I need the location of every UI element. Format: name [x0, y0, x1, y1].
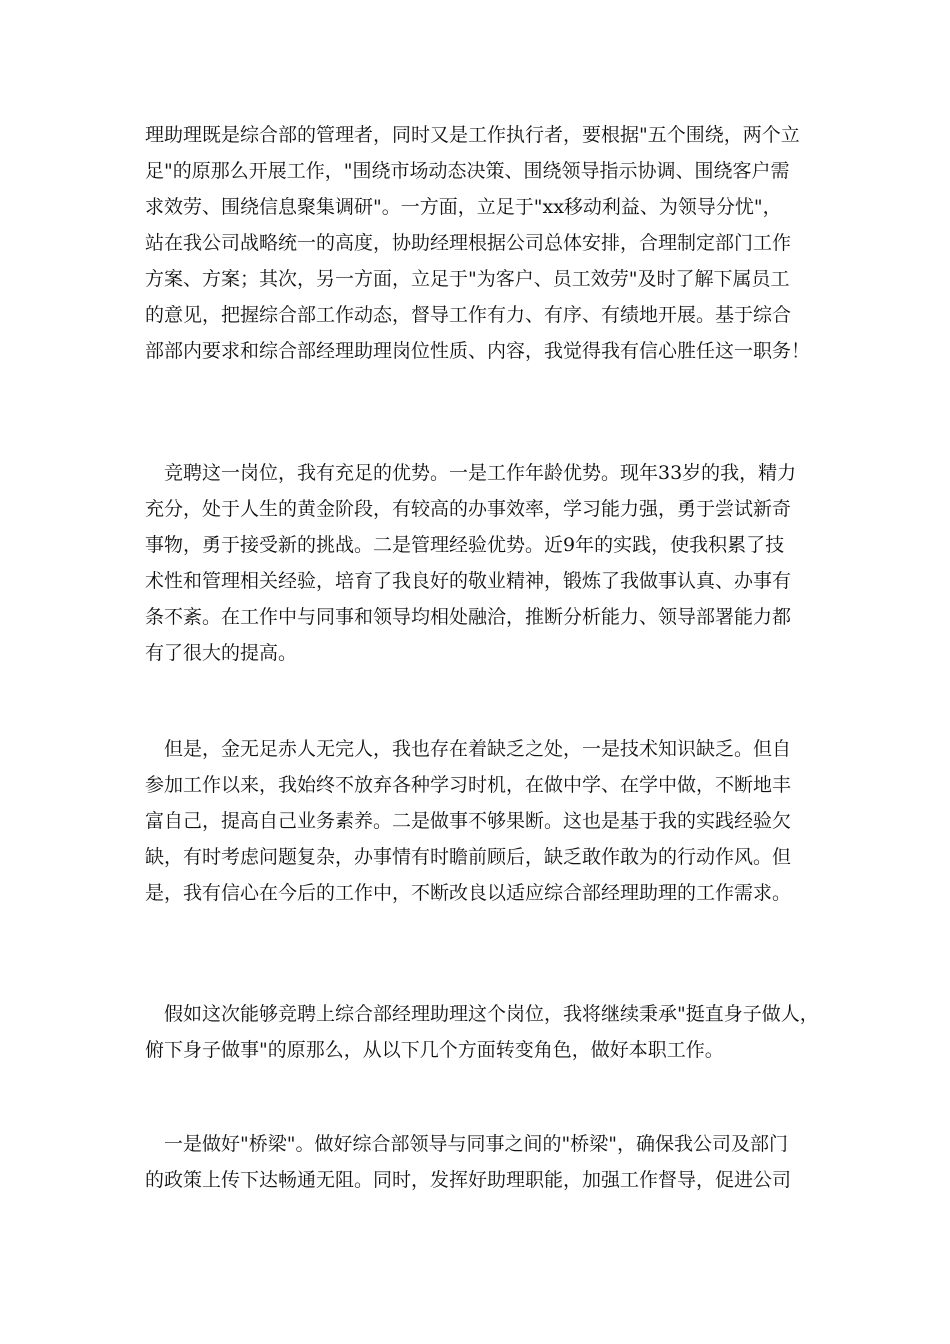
text-line: 事物，勇于接受新的挑战。二是管理经验优势。近9年的实践，使我积累了技 [145, 534, 785, 556]
text-line: 俯下身子做事"的原那么，从以下几个方面转变角色，做好本职工作。 [145, 1039, 724, 1061]
text-line: 理助理既是综合部的管理者，同时又是工作执行者，要根据"五个围绕，两个立 [145, 124, 800, 146]
text-line: 的政策上传下达畅通无阻。同时，发挥好助理职能，加强工作督导，促进公司 [145, 1169, 792, 1191]
text-line: 竞聘这一岗位，我有充足的优势。一是工作年龄优势。现年33岁的我，精力 [145, 462, 797, 484]
paragraph-bridge-role [145, 1126, 815, 1198]
text-line: 足"的原那么开展工作，"围绕市场动态决策、围绕领导指示协调、围绕客户需 [145, 160, 790, 182]
text-line: 求效劳、围绕信息聚集调研"。一方面，立足于"xx移动利益、为领导分忧"， [145, 196, 782, 218]
text-line: 充分，处于人生的黄金阶段，有较高的办事效率，学习能力强，勇于尝试新奇 [145, 498, 792, 520]
text-line: 部部内要求和综合部经理助理岗位性质、内容，我觉得我有信心胜任这一职务！ [145, 340, 811, 362]
paragraph-shortcomings [145, 731, 815, 911]
text-line: 术性和管理相关经验，培育了我良好的敬业精神，锻炼了我做事认真、办事有 [145, 570, 792, 592]
text-line: 是，我有信心在今后的工作中，不断改良以适应综合部经理助理的工作需求。 [145, 882, 792, 904]
text-line: 缺，有时考虑问题复杂，办事情有时瞻前顾后，缺乏敢作敢为的行动作风。但 [145, 846, 792, 868]
text-line: 站在我公司战略统一的高度，协助经理根据公司总体安排，合理制定部门工作 [145, 232, 792, 254]
text-line: 一是做好"桥梁"。做好综合部领导与同事之间的"桥梁"，确保我公司及部门 [145, 1133, 788, 1155]
paragraph-role-description [145, 117, 815, 369]
text-line: 假如这次能够竞聘上综合部经理助理这个岗位，我将继续秉承"挺直身子做人， [145, 1003, 819, 1025]
text-line: 富自己，提高自己业务素养。二是做事不够果断。这也是基于我的实践经验欠 [145, 810, 792, 832]
text-line: 有了很大的提高。 [145, 642, 298, 664]
text-line: 条不紊。在工作中与同事和领导均相处融洽，推断分析能力、领导部署能力都 [145, 606, 792, 628]
text-line: 参加工作以来，我始终不放弃各种学习时机，在做中学、在学中做，不断地丰 [145, 774, 792, 796]
text-line: 但是，金无足赤人无完人，我也存在着缺乏之处，一是技术知识缺乏。但自 [145, 738, 792, 760]
text-line: 的意见，把握综合部工作动态，督导工作有力、有序、有绩地开展。基于综合 [145, 304, 792, 326]
paragraph-commitment [145, 996, 819, 1068]
paragraph-advantages [145, 455, 815, 671]
text-line: 方案、方案；其次，另一方面，立足于"为客户、员工效劳"及时了解下属员工 [145, 268, 790, 290]
